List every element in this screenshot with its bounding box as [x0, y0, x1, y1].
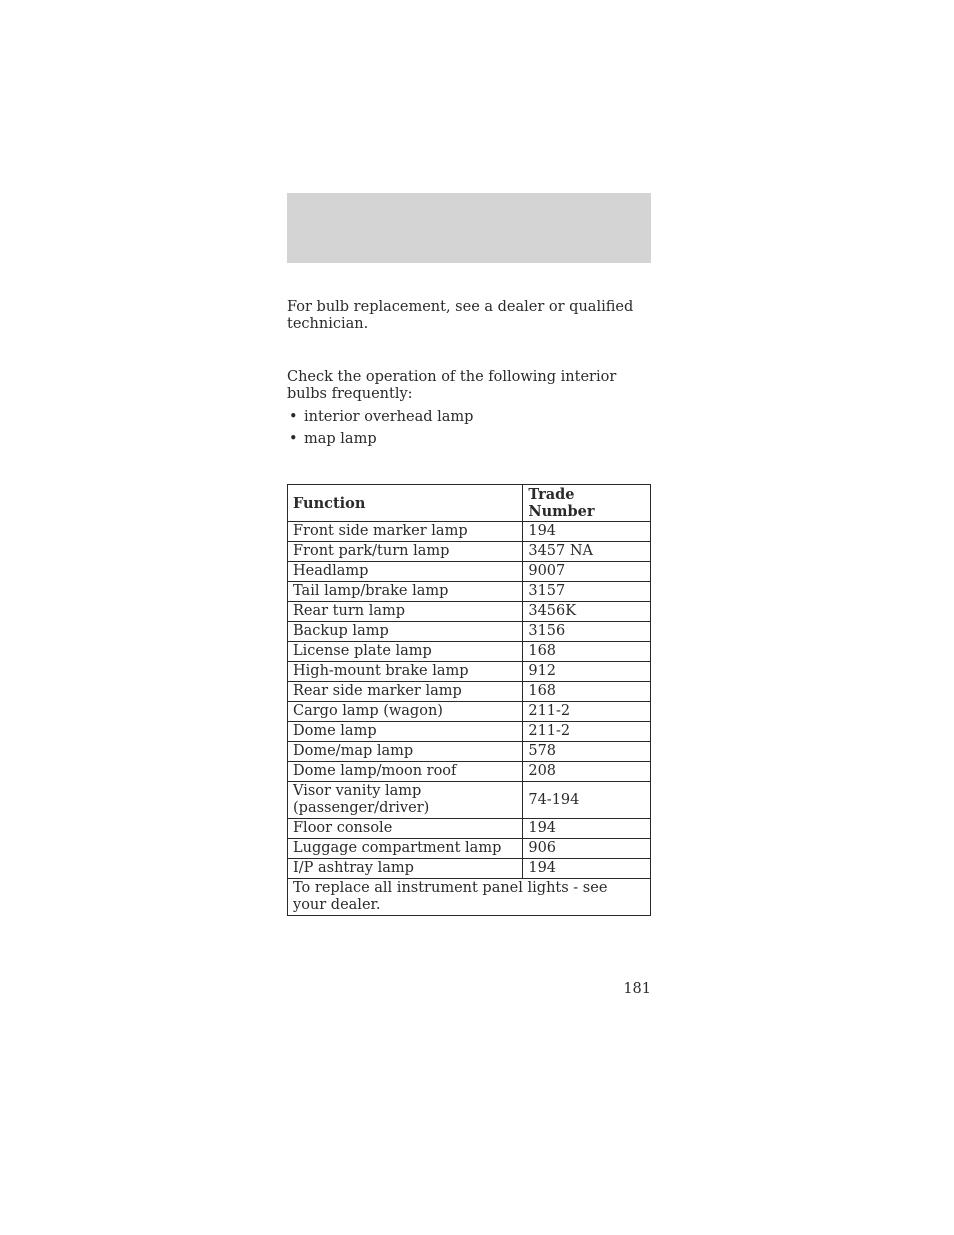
cell-function: Dome lamp — [288, 722, 523, 742]
cell-trade-number: 9007 — [523, 562, 651, 582]
interior-bulb-list — [287, 407, 651, 451]
cell-trade-number: 211-2 — [523, 702, 651, 722]
cell-trade-number: 168 — [523, 642, 651, 662]
cell-function: Rear turn lamp — [288, 602, 523, 622]
cell-trade-number: 578 — [523, 742, 651, 762]
bullet-icon: • — [289, 431, 298, 447]
list-item-text: interior overhead lamp — [304, 409, 474, 425]
cell-function: High-mount brake lamp — [288, 662, 523, 682]
table-row — [288, 859, 651, 879]
cell-trade-number: 211-2 — [523, 722, 651, 742]
bulb-specification-table — [287, 484, 651, 916]
cell-function: I/P ashtray lamp — [288, 859, 523, 879]
table-row — [288, 682, 651, 702]
list-item-text: map lamp — [304, 431, 377, 447]
table-footnote: To replace all instrument panel lights - see your dealer. — [288, 879, 651, 916]
cell-trade-number: 208 — [523, 762, 651, 782]
cell-function: Dome lamp/moon roof — [288, 762, 523, 782]
cell-function: Rear side marker lamp — [288, 682, 523, 702]
bulb-replacement-note: For bulb replacement, see a dealer or qualified technician. — [287, 299, 634, 332]
cell-function: Backup lamp — [288, 622, 523, 642]
table-body — [288, 522, 651, 879]
section-header-band — [287, 193, 651, 263]
table-row — [288, 562, 651, 582]
cell-trade-number: 194 — [523, 522, 651, 542]
cell-function: Dome/map lamp — [288, 742, 523, 762]
cell-trade-number: 194 — [523, 819, 651, 839]
table-row — [288, 819, 651, 839]
cell-trade-number: 168 — [523, 682, 651, 702]
page-number: 181 — [623, 981, 651, 997]
table-row — [288, 642, 651, 662]
cell-trade-number: 194 — [523, 859, 651, 879]
cell-trade-number: 906 — [523, 839, 651, 859]
cell-trade-number: 3156 — [523, 622, 651, 642]
cell-function: Floor console — [288, 819, 523, 839]
table-footnote-row — [288, 879, 651, 916]
column-header-trade-number: Trade Number — [523, 485, 651, 522]
cell-trade-number: 912 — [523, 662, 651, 682]
list-item — [287, 407, 651, 429]
cell-function: Front side marker lamp — [288, 522, 523, 542]
cell-trade-number: 3157 — [523, 582, 651, 602]
table-row — [288, 582, 651, 602]
cell-function: Headlamp — [288, 562, 523, 582]
cell-function: Luggage compartment lamp — [288, 839, 523, 859]
table-row — [288, 762, 651, 782]
interior-bulbs-intro: Check the operation of the following interior bulbs frequently: — [287, 369, 617, 402]
list-item — [287, 429, 651, 451]
table-row — [288, 722, 651, 742]
cell-function: Tail lamp/brake lamp — [288, 582, 523, 602]
cell-function: Cargo lamp (wagon) — [288, 702, 523, 722]
table-row — [288, 702, 651, 722]
table-header-row — [288, 485, 651, 522]
cell-function: Visor vanity lamp (passenger/driver) — [288, 782, 523, 819]
cell-trade-number: 3457 NA — [523, 542, 651, 562]
table-row — [288, 622, 651, 642]
cell-function: Front park/turn lamp — [288, 542, 523, 562]
table-row — [288, 839, 651, 859]
table-row — [288, 522, 651, 542]
cell-function: License plate lamp — [288, 642, 523, 662]
table-row — [288, 542, 651, 562]
cell-trade-number: 3456K — [523, 602, 651, 622]
table-row — [288, 662, 651, 682]
table-row — [288, 782, 651, 819]
table-row — [288, 602, 651, 622]
bullet-icon: • — [289, 409, 298, 425]
column-header-function: Function — [288, 485, 523, 522]
table-row — [288, 742, 651, 762]
cell-trade-number: 74-194 — [523, 782, 651, 819]
